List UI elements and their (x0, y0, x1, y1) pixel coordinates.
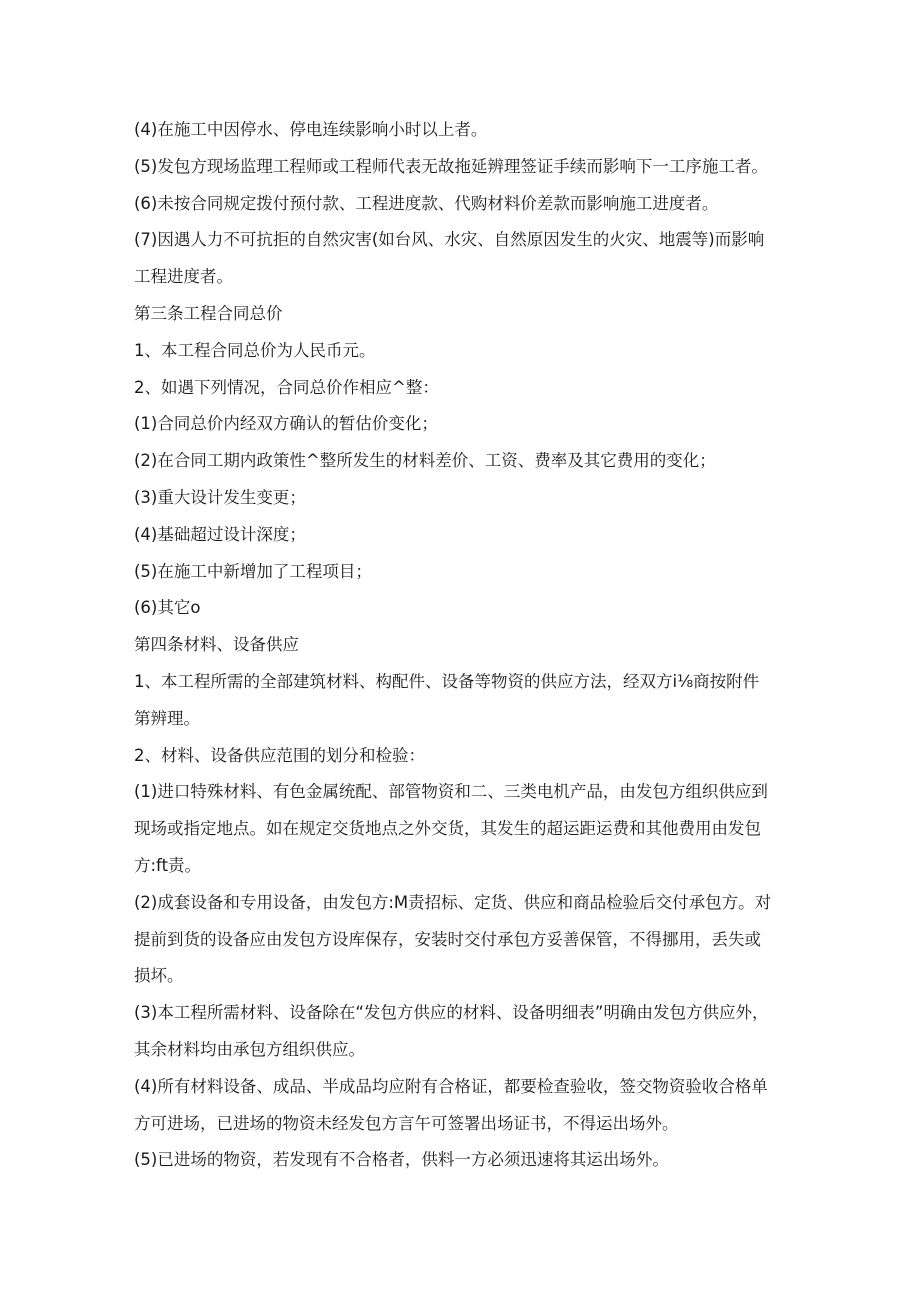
article-3-heading: 第三条工程合同总价 (134, 303, 283, 323)
article-4-sub-3-cont: 其余材料均由承包方组织供应。 (134, 1039, 365, 1059)
article-4-sub-2: (2)成套设备和专用设备，由发包方:M责招标、定货、供应和商品检验后交付承包方。对 (134, 892, 772, 912)
article-4-sub-4: (4)所有材料设备、成品、半成品均应附有合格证，都要检查验收，签交物资验收合格单 (134, 1076, 768, 1096)
article-3-sub-2: (2)在合同工期内政策性^整所发生的材料差价、工资、费率及其它费用的变化； (134, 451, 716, 471)
article-4-sub-5: (5)已进场的物资，若发现有不合格者，供料一方必须迅速将其运出场外。 (134, 1150, 669, 1170)
article-3-item-1: 1、本工程合同总价为人民币元。 (134, 340, 376, 360)
clause-4-3-4: (4)在施工中因停水、停电连续影响小时以上者。 (134, 120, 488, 139)
article-4-sub-4-cont: 方可进场，已进场的物资未经发包方言午可签署出场证书，不得运出场外。 (134, 1113, 679, 1133)
article-4-sub-1-cont: 现场或指定地点。如在规定交货地点之外交货，其发生的超运距运费和其他费用由发包 (134, 819, 761, 839)
article-3-sub-6: (6)其它o (134, 598, 201, 618)
article-4-item-1-cont: 第辨理。 (134, 708, 200, 728)
clause-4-3-6: (6)未按合同规定拨付预付款、工程进度款、代购材料价差款而影响施工进度者。 (134, 193, 719, 213)
article-4-item-1: 1、本工程所需的全部建筑材料、构配件、设备等物资的供应方法，经双方i⅛商按附件 (134, 671, 760, 691)
clause-4-3-5: (5)发包方现场监理工程师或工程师代表无故拖延辨理签证手续而影响下一工序施工者。 (134, 156, 768, 176)
article-4-heading: 第四条材料、设备供应 (134, 635, 299, 655)
article-3-sub-3: (3)重大设计发生变更； (134, 487, 306, 507)
clause-4-3-7: (7)因遇人力不可抗拒的自然灾害(如台风、水灾、自然原因发生的火灾、地震等)而影响 (134, 230, 765, 250)
article-3-sub-1: (1)合同总价内经双方确认的暂估价变化； (134, 414, 438, 434)
article-4-sub-2-cont: 损坏。 (134, 966, 184, 986)
article-3-item-2: 2、如遇下列情况，合同总价作相应^整： (134, 377, 439, 397)
article-4-sub-1: (1)进口特殊材料、有色金属统配、部管物资和二、三类电机产品，由发包方组织供应到 (134, 782, 768, 802)
article-3-sub-4: (4)基础超过设计深度； (134, 524, 306, 544)
article-4-sub-2-cont: 提前到货的设备应由发包方设库保存，安装时交付承包方妥善保管，不得挪用，丢失或 (134, 929, 761, 949)
article-4-sub-1-cont: 方:ft责。 (134, 855, 202, 875)
article-4-item-2: 2、材料、设备供应范围的划分和检验： (134, 745, 425, 765)
document-body (134, 112, 794, 1179)
article-3-sub-5: (5)在施工中新增加了工程项目； (134, 561, 372, 581)
clause-4-3-7-cont: 工程进度者。 (134, 267, 233, 287)
article-4-sub-3: (3)本工程所需材料、设备除在“发包方供应的材料、设备明细表”明确由发包方供应外， (134, 1003, 769, 1023)
